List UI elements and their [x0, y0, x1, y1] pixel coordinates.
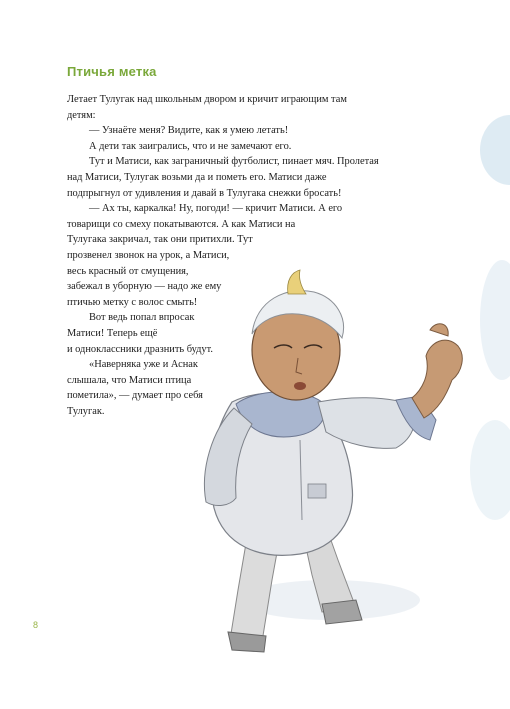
text-line: пометила», — думает про себя	[67, 390, 203, 402]
text-line: товарищи со смеху покатываются. А как Матиси на	[67, 218, 296, 230]
page-number: 8	[33, 620, 39, 630]
text-line: и одноклассники дразнить будут.	[67, 343, 213, 355]
text-line: над Матиси, Тулугак возьми да и пометь его. Матиси даже	[67, 171, 327, 183]
text-line: Матиси! Теперь ещё	[67, 327, 158, 339]
text-line: Тулугака закричал, так они притихли. Тут	[67, 234, 253, 246]
text-line: Тулугак.	[67, 405, 105, 417]
text-line: забежал в уборную — надо же ему	[67, 281, 222, 293]
text-line: подпрыгнул от удивления и давай в Тулугака снежки бросать!	[67, 187, 342, 199]
story-text	[67, 92, 397, 419]
chapter-title: Птичья метка	[67, 64, 157, 79]
text-line: А дети так заигрались, что и не замечают его.	[89, 140, 292, 152]
text-line: — Ах ты, каркалка! Ну, погоди! — кричит Матиси. А его	[89, 203, 343, 215]
text-line: весь красный от смущения,	[67, 265, 189, 277]
text-line: птичью метку с волос смыть!	[67, 296, 198, 308]
text-line: «Наверняка уже и Аснак	[89, 359, 198, 371]
text-line: прозвенел звонок на урок, а Матиси,	[67, 249, 230, 261]
text-line: детям:	[67, 109, 96, 121]
text-line: — Узнаёте меня? Видите, как я умею летать!	[89, 125, 289, 137]
text-line: Вот ведь попал впросак	[89, 312, 195, 324]
text-line: слышала, что Матиси птица	[67, 374, 192, 386]
text-line: Тут и Матиси, как заграничный футболист, пинает мяч. Пролетая	[89, 156, 379, 168]
text-line: Летает Тулугак над школьным двором и кричит играющим там	[67, 94, 347, 105]
sky-wash	[480, 115, 510, 185]
